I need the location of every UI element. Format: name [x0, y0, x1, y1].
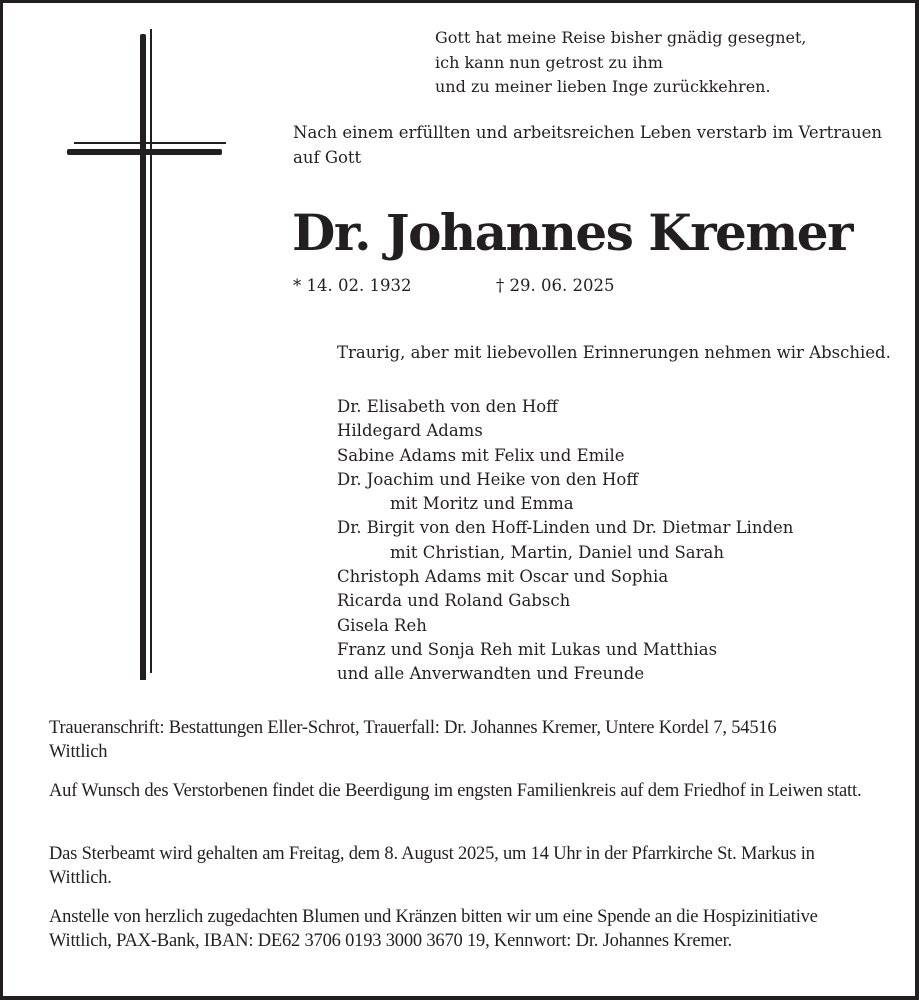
- motto-line: Gott hat meine Reise bisher gnädig gesegnet,: [435, 28, 807, 47]
- funeral-mass-text: Das Sterbeamt wird gehalten am Freitag, dem 8. August 2025, um 14 Uhr in der Pfarrkirche St. Markus in Wittlich.: [49, 844, 815, 888]
- mourner-item: Hildegard Adams: [337, 421, 483, 441]
- cross-icon-accent-vertical: [150, 29, 152, 673]
- intro-text: Nach einem erfüllten und arbeitsreichen Leben verstarb im Vertrauen auf Gott: [293, 123, 882, 167]
- mourner-item: Sabine Adams mit Felix und Emile: [337, 445, 625, 465]
- motto-line: und zu meiner lieben Inge zurückkehren.: [435, 77, 771, 96]
- cross-icon-accent-horizontal: [74, 142, 226, 144]
- mourner-item-children: mit Christian, Martin, Daniel und Sarah: [390, 542, 724, 562]
- mourner-item: Dr. Joachim und Heike von den Hoff: [337, 469, 639, 489]
- mourner-item: und alle Anverwandten und Freunde: [337, 664, 645, 684]
- birth-date: * 14. 02. 1932: [293, 276, 412, 295]
- mourner-item-children: mit Moritz und Emma: [390, 494, 574, 514]
- donation-text: Anstelle von herzlich zugedachten Blumen und Kränzen bitten wir um eine Spende an die Hospizinitiative Wittlich, PAX-Bank, IBAN: DE62 3706 0193 3000 3670 19, Kennwort: Dr. Johannes Kremer.: [49, 907, 818, 951]
- deceased-name: Dr. Johannes Kremer: [292, 203, 852, 262]
- death-date: † 29. 06. 2025: [496, 276, 615, 295]
- mourner-item: Franz und Sonja Reh mit Lukas und Matthias: [337, 639, 718, 659]
- mourner-item: Dr. Elisabeth von den Hoff: [337, 397, 558, 416]
- funeral-mass-notice: [49, 842, 879, 890]
- motto-quote: [435, 26, 807, 100]
- grief-statement: Traurig, aber mit liebevollen Erinnerungen nehmen wir Abschied.: [337, 343, 891, 362]
- mourner-item: Dr. Birgit von den Hoff-Linden und Dr. Dietmar Linden: [337, 518, 794, 538]
- cross-icon-beam: [67, 149, 222, 155]
- life-dates: [293, 274, 615, 298]
- mourner-item: Christoph Adams mit Oscar und Sophia: [337, 567, 669, 587]
- donation-notice: [49, 905, 879, 953]
- motto-line: ich kann nun getrost zu ihm: [435, 52, 663, 72]
- mourner-item: Ricarda und Roland Gabsch: [337, 591, 571, 611]
- burial-notice: [49, 779, 879, 803]
- mourner-item: Gisela Reh: [337, 615, 427, 635]
- mourning-address-text: Traueranschrift: Bestattungen Eller-Schrot, Trauerfall: Dr. Johannes Kremer, Untere Kordel 7, 54516 Wittlich: [49, 718, 777, 762]
- mourning-address: [49, 716, 879, 764]
- mourners-list: [337, 395, 897, 687]
- burial-notice-text: Auf Wunsch des Verstorbenen findet die Beerdigung im engsten Familienkreis auf dem Friedhof in Leiwen statt.: [49, 781, 862, 801]
- cross-icon: [140, 34, 146, 680]
